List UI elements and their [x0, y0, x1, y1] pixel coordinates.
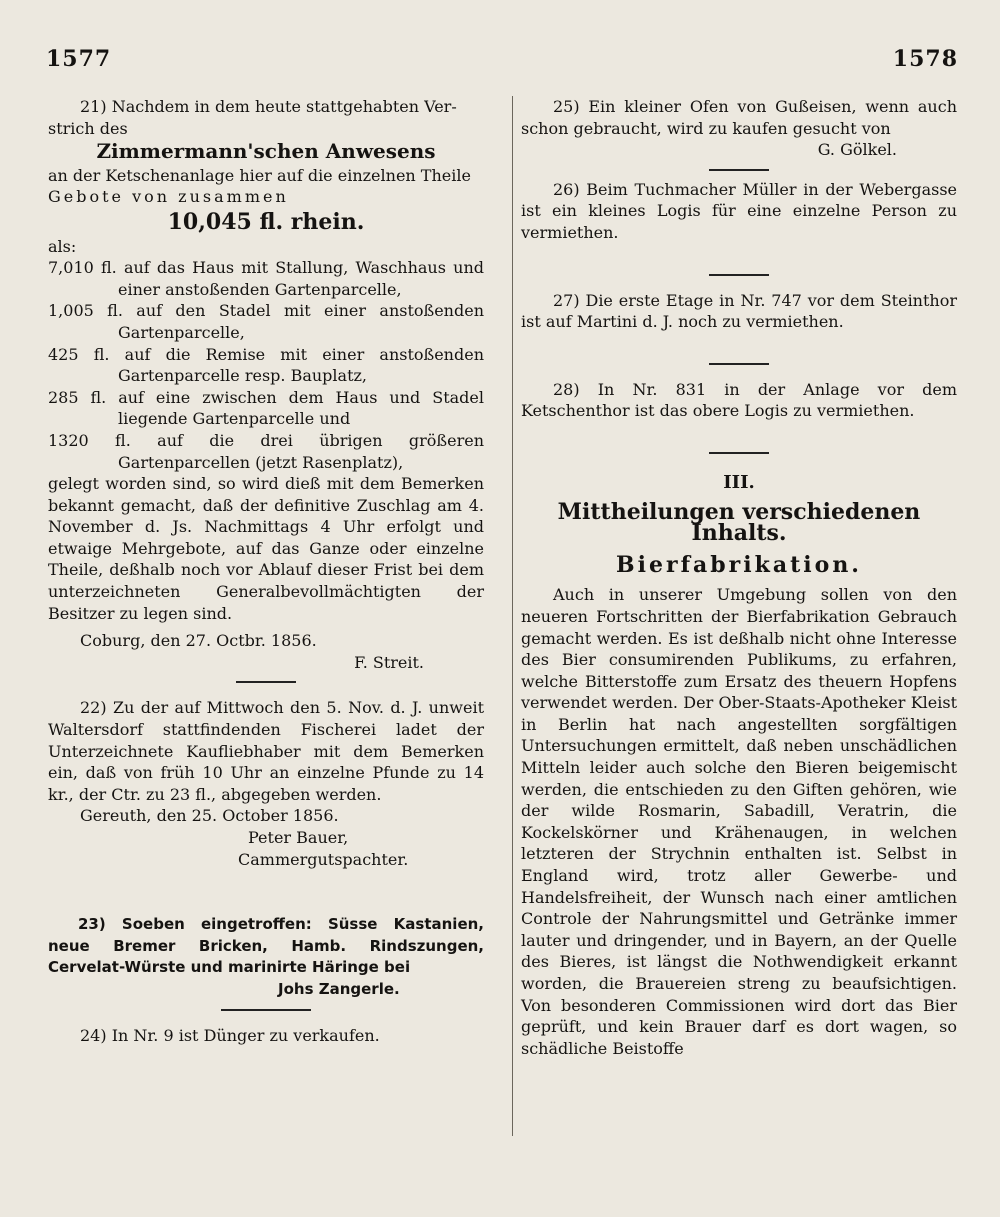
right-column	[512, 96, 957, 1136]
notice-21-sum: 10,045 fl. rhein.	[167, 208, 365, 235]
notice-21-line: 21) Nachdem in dem heute stattgehabten Ver-	[80, 97, 457, 116]
notice-22-signature-title: Cammergutspachter.	[238, 849, 409, 869]
notice-21-item: 1320 fl. auf die drei übrigen größeren Gartenparcellen (jetzt Rasenplatz),	[48, 430, 484, 472]
notice-21-body: gelegt worden sind, so wird dieß mit dem Bemerken bekannt gemacht, daß der definitive Zuschlag am 4. November d. Js. Nachmittags 4 Uhr erfolgt und etwaige Mehrgebote, auf das Ganze oder einzelne Theile, deßhalb noch vor Ablauf dieser Frist bei dem unterzeichneten Generalbevollmächtigten der Besitzer zu legen sind.	[48, 474, 484, 623]
notice-23-signature: Johs Zangerle.	[278, 979, 400, 998]
notice-22-date: Gereuth, den 25. October 1856.	[80, 806, 339, 826]
notice-21-item: 1,005 fl. auf den Stadel mit einer anstoßenden Gartenparcelle,	[48, 301, 484, 342]
article-title: Bierfabrikation.	[616, 551, 862, 578]
notice-21-signature: F. Streit.	[354, 652, 424, 672]
divider	[709, 363, 769, 365]
notice-21-als: als:	[48, 236, 77, 256]
notice-23-body: 23) Soeben eingetroffen: Süsse Kastanien, neue Bremer Bricken, Hamb. Rindszungen, Cervelat-Würste und marinirte Häringe bei	[48, 915, 484, 977]
page-number-left: 1577	[46, 46, 112, 72]
section-number: III.	[723, 471, 755, 493]
notice-25-signature: G. Gölkel.	[817, 140, 897, 160]
notice-21-date: Coburg, den 27. Octbr. 1856.	[80, 631, 317, 651]
notice-21-line: an der Ketschenanlage hier auf die einzelnen Theile	[48, 165, 471, 185]
section-title: Mittheilungen verschiedenen Inhalts.	[557, 498, 921, 547]
left-column	[48, 96, 484, 1046]
notice-22-body: 22) Zu der auf Mittwoch den 5. Nov. d. J. unweit Waltersdorf stattfindenden Fischerei ladet der Unterzeichnete Kaufliebhaber mit dem Bemerken ein, daß von früh 10 Uhr an einzelne Pfunde zu 14 kr., der Ctr. zu 23 fl., abgegeben werden.	[48, 698, 484, 804]
notice-21-item: 425 fl. auf die Remise mit einer anstoßenden Gartenparcelle resp. Bauplatz,	[48, 344, 484, 386]
notice-21-line: Gebote von zusammen	[48, 187, 289, 207]
notice-21-item: 7,010 fl. auf das Haus mit Stallung, Waschhaus und einer anstoßenden Gartenparcelle,	[48, 258, 484, 299]
notice-22-signature-name: Peter Bauer,	[248, 828, 349, 847]
notice-21-line: strich des	[48, 118, 128, 138]
article-body: Auch in unserer Umgebung sollen von den neueren Fortschritten der Bierfabrikation Gebrauch gemacht werden. Es ist deßhalb nicht ohne Interesse des Bier consumirenden Publikums, zu erfahren, welche Bitterstoffe zum Ersatz des theuern Hopfens verwendet werden. Der Ober-Staats-Apotheker Kleist in Berlin hat nach angestellten sorgfältigen Untersuchungen ermittelt, daß neben unschädlichen Mitteln leider auch solche den Bieren beigemischt werden, die entschieden zu den Giften gehören, wie der wilde Rosmarin, Sabadill, Veratrin, die Kockelskörner und Krähenaugen, in welchen letzteren der Strychnin enthalten ist. Selbst in England wird, trotz aller Gewerbe- und Handelsfreiheit, der Wunsch nach einer amtlichen Controle der Nahrungsmittel und Getränke immer lauter und dringender, und in Bayern, an der Quelle des Bieres, ist längst die Nothwendigkeit erkannt worden, die Brauereien streng zu beaufsichtigen. Von besonderen Commissionen wird dort das Bier geprüft, und kein Brauer darf es dort wagen, so schädliche Beistoffe	[521, 585, 957, 1058]
notice-21-title: Zimmermann'schen Anwesens	[96, 139, 436, 164]
notice-26-body: 26) Beim Tuchmacher Müller in der Webergasse ist ein kleines Logis für eine einzelne Person zu vermiethen.	[521, 179, 957, 242]
divider	[236, 681, 296, 683]
notice-28-body: 28) In Nr. 831 in der Anlage vor dem Ketschenthor ist das obere Logis zu vermiethen.	[521, 379, 957, 421]
divider	[709, 169, 769, 171]
divider	[709, 452, 769, 454]
divider	[709, 274, 769, 276]
notice-21-item: 285 fl. auf eine zwischen dem Haus und Stadel liegende Gartenparcelle und	[48, 387, 484, 429]
notice-24-body: 24) In Nr. 9 ist Dünger zu verkaufen.	[80, 1025, 380, 1045]
page-number-right: 1578	[892, 46, 958, 72]
divider	[221, 1009, 311, 1011]
notice-25-body: 25) Ein kleiner Ofen von Gußeisen, wenn auch schon gebraucht, wird zu kaufen gesucht von	[521, 97, 957, 138]
notice-27-body: 27) Die erste Etage in Nr. 747 vor dem Steinthor ist auf Martini d. J. noch zu vermiethen.	[521, 290, 957, 332]
